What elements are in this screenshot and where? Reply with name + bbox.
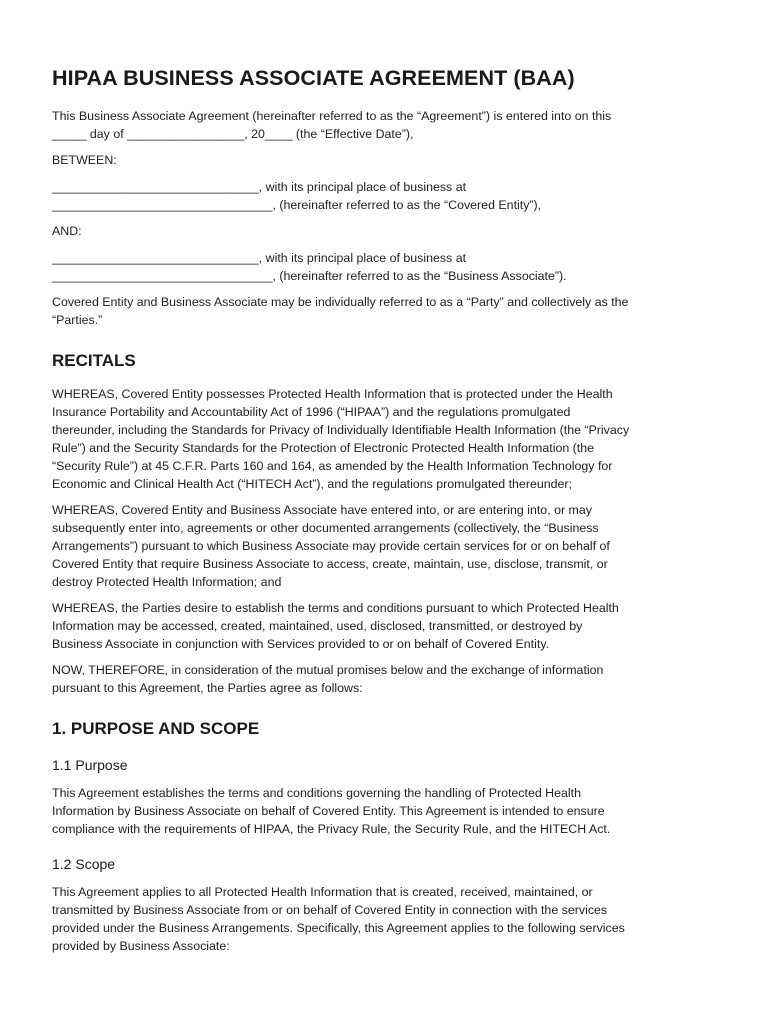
recital-4-line: NOW, THEREFORE, in consideration of the mutual promises below and the exchange of information	[52, 663, 604, 677]
recital-2-line: WHEREAS, Covered Entity and Business Associate have entered into, or are entering into, or may	[52, 503, 592, 517]
recital-1-line: Rule”) and the Security Standards for the Protection of Electronic Protected Health Information (the	[52, 441, 595, 455]
recital-paragraph-2	[52, 501, 720, 591]
scope-heading: 1.2 Scope	[52, 856, 116, 872]
purpose-line: Information by Business Associate on behalf of Covered Entity. This Agreement is intended to ensure	[52, 804, 605, 818]
covered-entity-line-2: ________________________________, (hereinafter referred to as the “Covered Entity”),	[52, 198, 542, 212]
scope-line: This Agreement applies to all Protected Health Information that is created, received, maintained, or	[52, 885, 593, 899]
recital-paragraph-4	[52, 661, 720, 697]
recital-1-line: thereunder, including the Standards for Privacy of Individually Identifiable Health Information (the “Privacy	[52, 423, 630, 437]
business-associate-block	[52, 249, 720, 285]
business-associate-line-2: ________________________________, (hereinafter referred to as the “Business Associate”).	[52, 269, 567, 283]
purpose-line: This Agreement establishes the terms and conditions governing the handling of Protected Health	[52, 786, 581, 800]
scope-paragraph	[52, 883, 720, 955]
scope-line: provided by Business Associate:	[52, 939, 230, 953]
section-1-heading: 1. PURPOSE AND SCOPE	[52, 719, 260, 738]
recital-2-line: Covered Entity that require Business Associate to access, create, maintain, use, disclose, transmit, or	[52, 557, 608, 571]
intro-line-1: This Business Associate Agreement (hereinafter referred to as the “Agreement”) is entered into on this	[52, 109, 612, 123]
parties-line-1: Covered Entity and Business Associate may be individually referred to as a “Party” and collectively as the	[52, 295, 629, 309]
recital-3-line: WHEREAS, the Parties desire to establish the terms and conditions pursuant to which Protected Health	[52, 601, 619, 615]
recital-1-line: Insurance Portability and Accountability Act of 1996 (“HIPAA”) and the regulations promulgated	[52, 405, 571, 419]
recital-2-line: Arrangements”) pursuant to which Business Associate may provide certain services for or on behalf of	[52, 539, 610, 553]
intro-paragraph	[52, 107, 720, 143]
recital-4-line: pursuant to this Agreement, the Parties agree as follows:	[52, 681, 363, 695]
scope-line: transmitted by Business Associate from or on behalf of Covered Entity in connection with the services	[52, 903, 608, 917]
recital-1-line: WHEREAS, Covered Entity possesses Protected Health Information that is protected under the Health	[52, 387, 613, 401]
covered-entity-line-1: ______________________________, with its principal place of business at	[52, 180, 467, 194]
recital-paragraph-1	[52, 385, 720, 493]
covered-entity-block	[52, 178, 720, 214]
between-label: BETWEEN:	[52, 153, 117, 167]
recital-3-line: Information may be accessed, created, maintained, used, disclosed, transmitted, or destroyed by	[52, 619, 583, 633]
recital-2-line: destroy Protected Health Information; and	[52, 575, 282, 589]
purpose-paragraph	[52, 784, 720, 838]
purpose-heading: 1.1 Purpose	[52, 757, 128, 773]
scope-line: provided under the Business Arrangements. Specifically, this Agreement applies to the following services	[52, 921, 625, 935]
and-label: AND:	[52, 224, 82, 238]
recitals-heading: RECITALS	[52, 351, 136, 370]
recital-3-line: Business Associate in conjunction with Services provided to or on behalf of Covered Entity.	[52, 637, 550, 651]
document-title: HIPAA BUSINESS ASSOCIATE AGREEMENT (BAA)	[52, 66, 575, 90]
parties-paragraph	[52, 293, 720, 329]
recital-2-line: subsequently enter into, agreements or other documented arrangements (collectively, the “Business	[52, 521, 599, 535]
recital-1-line: “Security Rule”) at 45 C.F.R. Parts 160 and 164, as amended by the Health Information Technology for	[52, 459, 613, 473]
parties-line-2: “Parties.”	[52, 313, 103, 327]
business-associate-line-1: ______________________________, with its principal place of business at	[52, 251, 467, 265]
recital-paragraph-3	[52, 599, 720, 653]
purpose-line: compliance with the requirements of HIPAA, the Privacy Rule, the Security Rule, and the HITECH Act.	[52, 822, 611, 836]
recital-1-line: Economic and Clinical Health Act (“HITECH Act”), and the regulations promulgated thereunder;	[52, 477, 572, 491]
intro-line-2: _____ day of _________________, 20____ (the “Effective Date”),	[52, 127, 414, 141]
